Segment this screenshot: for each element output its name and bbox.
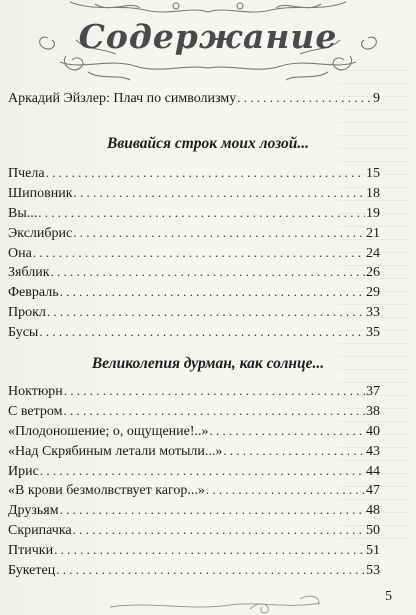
toc-entry-title: Февраль [8, 285, 59, 301]
toc-entry-title: Бусы [8, 325, 39, 341]
dot-leader [60, 282, 365, 302]
toc-row [8, 183, 380, 203]
toc-entry-page: 44 [366, 463, 380, 479]
toc-entry-page: 50 [366, 523, 380, 539]
section-heading: Великолепия дурман, как солнце... [91, 355, 325, 372]
toc-entry-page: 37 [366, 384, 380, 399]
toc-entry-title: Шиповник [8, 185, 73, 201]
dot-leader [206, 480, 365, 500]
toc-section-1 [8, 163, 380, 342]
toc-row [8, 480, 380, 500]
toc-entry-page: 38 [366, 403, 380, 419]
section-heading: Ввивайся строк моих лозой... [107, 135, 309, 152]
toc-row [8, 461, 380, 481]
dot-leader [33, 243, 365, 263]
toc-entry-page: 15 [366, 166, 380, 181]
toc-row [8, 282, 380, 302]
toc-entry-page: 35 [366, 325, 380, 341]
toc-entry-title: Она [8, 245, 32, 261]
toc-section-2 [8, 381, 380, 580]
toc-entry-title: Птички [8, 543, 54, 559]
toc-row [8, 203, 380, 223]
toc-row [8, 381, 380, 401]
toc-entry-title: С ветром [8, 403, 63, 419]
toc-row [8, 441, 380, 461]
dot-leader [51, 262, 365, 282]
toc-entry-page: 53 [366, 563, 380, 579]
toc-entry-page: 21 [366, 225, 380, 241]
toc-entry-title: Зяблик [8, 265, 50, 281]
toc-entry-page: 24 [366, 245, 380, 261]
page-title: Содержание [78, 17, 338, 56]
dot-leader [210, 421, 365, 441]
toc-entry-title: «Плодоношение; о, ощущение!..» [8, 423, 209, 439]
dot-leader [60, 500, 365, 520]
toc-row [8, 540, 380, 560]
toc-entry-title: Ноктюрн [8, 384, 63, 399]
dot-leader [39, 322, 365, 342]
toc-entry-title: Вы... [8, 205, 38, 221]
toc-entry-title: Ирис [8, 463, 39, 479]
dot-leader [73, 520, 365, 540]
toc-entry-page: 19 [366, 205, 380, 221]
dot-leader [64, 381, 365, 401]
dot-leader [73, 223, 365, 243]
toc-row [8, 401, 380, 421]
toc-entry-page: 43 [366, 443, 380, 459]
toc-row [8, 262, 380, 282]
dot-leader [237, 88, 372, 108]
dot-leader [56, 560, 365, 580]
toc-entry-page: 26 [366, 265, 380, 281]
toc-entry-title: Аркадий Эйзлер: Плач по символизму [8, 91, 237, 106]
toc-row [8, 421, 380, 441]
dot-leader [38, 203, 365, 223]
toc-entry-page: 48 [366, 503, 380, 519]
toc-entry-title: Экслибрис [8, 225, 73, 241]
toc-entry-title: Скрипачка [8, 523, 72, 539]
toc-row [8, 88, 380, 108]
toc-entry-page: 33 [366, 305, 380, 321]
toc-entry-page: 18 [366, 185, 380, 201]
toc-entry-title: «В крови безмолвствует кагор...» [8, 483, 205, 499]
toc-entry-page: 47 [366, 483, 380, 499]
toc-entry-title: Пчела [8, 166, 45, 181]
toc-entry-title: Друзьям [8, 503, 59, 519]
toc-entry-page: 29 [366, 285, 380, 301]
toc-row [8, 520, 380, 540]
dot-leader [47, 302, 365, 322]
toc-entry-page: 9 [373, 91, 380, 106]
dot-leader [223, 441, 365, 461]
toc-entry-title: «Над Скрябиным летали мотыли...» [8, 443, 223, 459]
toc-row [8, 302, 380, 322]
toc-intro-entry [8, 88, 380, 108]
toc-row [8, 223, 380, 243]
toc-row [8, 560, 380, 580]
dot-leader [74, 183, 365, 203]
dot-leader [40, 461, 365, 481]
toc-row [8, 500, 380, 520]
dot-leader [46, 163, 365, 183]
toc-entry-page: 40 [366, 423, 380, 439]
toc-entry-title: Прокл [8, 305, 46, 321]
toc-entry-page: 51 [366, 543, 380, 559]
toc-entry-title: Букетец [8, 563, 56, 579]
dot-leader [54, 540, 365, 560]
dot-leader [63, 401, 365, 421]
page-number: 5 [385, 589, 392, 604]
toc-row [8, 243, 380, 263]
toc-row [8, 163, 380, 183]
toc-row [8, 322, 380, 342]
flourish-ornament-bottom [0, 585, 416, 615]
